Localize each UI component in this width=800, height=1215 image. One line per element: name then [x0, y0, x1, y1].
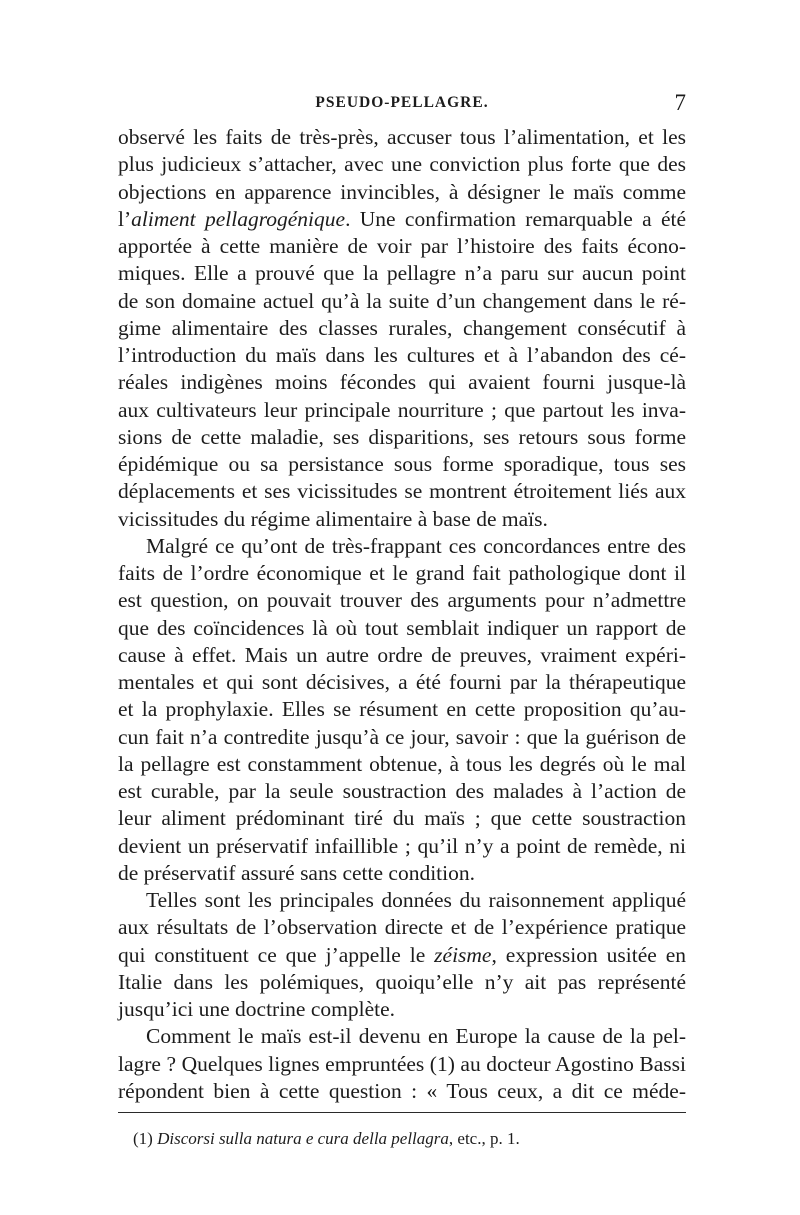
- text-line: déplacements et ses vicissitudes se montrent étroitement liés aux: [118, 479, 686, 504]
- body-text: [118, 124, 686, 1105]
- text-line: mentales et qui sont décisives, a été fourni par la thérapeutique: [118, 670, 686, 694]
- text-line: aux résultats de l’observation directe et de l’expérience pratique: [118, 915, 686, 940]
- text-line: [118, 206, 686, 233]
- text-line: Italie dans les polémiques, quoiqu’elle n’y ait pas représenté: [118, 969, 686, 994]
- text-line: l’introduction du maïs dans les cultures et à l’abandon des cé-: [118, 343, 686, 367]
- footnote-marker: (1): [133, 1129, 153, 1148]
- italic-term: zéisme: [434, 942, 492, 967]
- footnote-title: Discorsi sulla natura e cura della pellagra: [157, 1129, 449, 1148]
- text-line: cun fait n’a contredite jusqu’à ce jour, savoir : que la guérison de: [118, 724, 686, 749]
- text-line: est question, on pouvait trouver des arguments pour n’admettre: [118, 588, 686, 613]
- footnote-rule: [118, 1112, 686, 1113]
- text-line: Comment le maïs est-il devenu en Europe la cause de la pel-: [146, 1024, 686, 1049]
- text-line: de son domaine actuel qu’à la suite d’un changement dans le ré-: [118, 288, 686, 313]
- text-line: plus judicieux s’attacher, avec une conviction plus forte que des: [118, 152, 686, 177]
- running-head: [118, 90, 686, 114]
- text-line: et la prophylaxie. Elles se résument en cette proposition qu’au-: [118, 697, 686, 722]
- text-line: aux cultivateurs leur principale nourriture ; que partout les inva-: [118, 397, 686, 422]
- text-line: [118, 942, 686, 969]
- italic-term: aliment pellagrogénique: [131, 206, 346, 231]
- text-line: miques. Elle a prouvé que la pellagre n’a paru sur aucun point: [118, 261, 686, 286]
- text-line: épidémique ou sa persistance sous forme sporadique, tous ses: [118, 452, 686, 476]
- text-line: apportée à cette manière de voir par l’histoire des faits écono-: [118, 234, 686, 258]
- page-number: 7: [674, 90, 686, 115]
- running-title: PSEUDO-PELLAGRE.: [315, 94, 489, 111]
- footnote-suffix: , etc., p. 1.: [448, 1129, 520, 1148]
- text-segment: l’: [118, 206, 132, 231]
- text-line: que des coïncidences là où tout semblait indiquer un rapport de: [118, 615, 686, 640]
- text-line: sions de cette maladie, ses disparitions, ses retours sous forme: [118, 424, 686, 449]
- text-line: leur aliment prédominant tiré du maïs ; que cette soustraction: [118, 806, 686, 831]
- text-line: devient un préservatif infaillible ; qu’il n’y a point de remède, ni: [118, 833, 686, 858]
- text-line: Telles sont les principales données du raisonnement appliqué: [146, 888, 686, 912]
- text-line: la pellagre est constamment obtenue, à tous les degrés où le mal: [118, 751, 686, 776]
- footnote: [133, 1128, 520, 1150]
- text-line: lagre ? Quelques lignes empruntées (1) au docteur Agostino Bassi: [118, 1051, 686, 1076]
- text-line: objections en apparence invincibles, à désigner le maïs comme: [118, 179, 686, 204]
- text-line: jusqu’ici une doctrine complète.: [118, 997, 396, 1021]
- text-line: faits de l’ordre économique et le grand fait pathologique dont il: [118, 561, 686, 585]
- text-line: gime alimentaire des classes rurales, changement consécutif à: [118, 315, 686, 340]
- text-line: Malgré ce qu’ont de très-frappant ces concordances entre des: [146, 533, 686, 558]
- text-line: est curable, par la seule soustraction des malades à l’action de: [118, 779, 686, 803]
- text-line: cause à effet. Mais un autre ordre de preuves, vraiment expéri-: [118, 642, 686, 667]
- text-line: observé les faits de très-près, accuser tous l’alimentation, et les: [118, 125, 686, 149]
- text-line: répondent bien à cette question : « Tous ceux, a dit ce méde-: [118, 1078, 686, 1103]
- text-line: réales indigènes moins fécondes qui avaient fourni jusque-là: [118, 370, 686, 395]
- text-segment: . Une confirmation remarquable a été: [345, 206, 686, 231]
- text-segment: qui constituent ce que j’appelle le: [118, 942, 435, 967]
- text-line: vicissitudes du régime alimentaire à base de maïs.: [118, 506, 548, 531]
- text-line: de préservatif assuré sans cette condition.: [118, 860, 476, 885]
- text-segment: , expression usitée en: [491, 942, 686, 967]
